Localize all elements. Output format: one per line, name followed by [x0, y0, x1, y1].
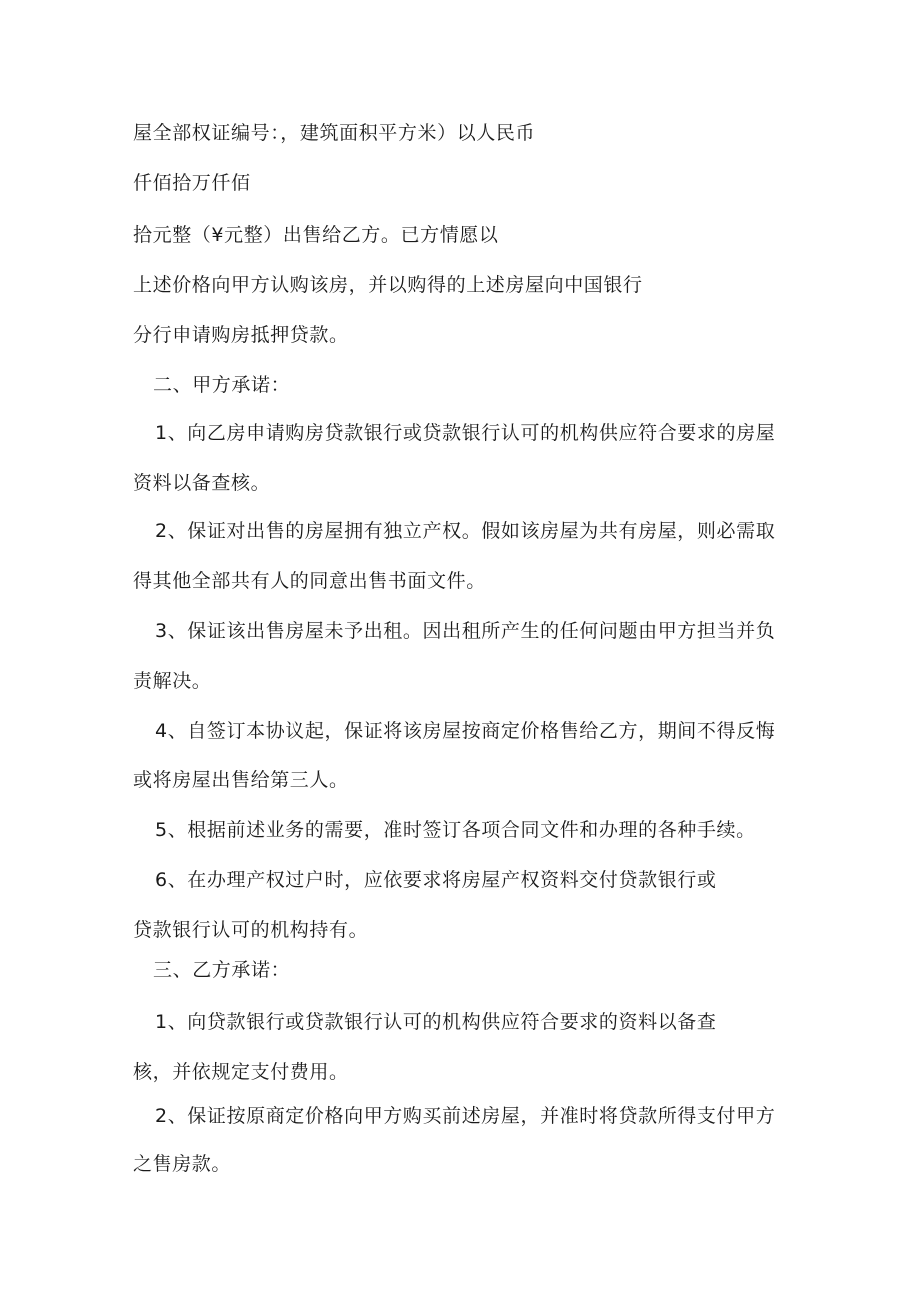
list-item: 2、保证对出售的房屋拥有独立产权。假如该房屋为共有房屋，则必需取	[155, 520, 776, 542]
list-item: 4、自签订本协议起，保证将该房屋按商定价格售给乙方，期间不得反悔	[155, 720, 776, 742]
text-line: 分行申请购房抵押贷款。	[133, 324, 349, 346]
text-line: 核，并依规定支付费用。	[133, 1061, 349, 1083]
list-item: 2、保证按原商定价格向甲方购买前述房屋，并准时将贷款所得支付甲方	[155, 1105, 776, 1127]
list-item: 6、在办理产权过户时，应依要求将房屋产权资料交付贷款银行或	[155, 869, 717, 891]
text-line: 屋全部权证编号：，建筑面积平方米）以人民币	[133, 122, 536, 144]
text-line: 之售房款。	[133, 1153, 232, 1175]
section-heading: 二、甲方承诺：	[153, 374, 291, 396]
list-item: 3、保证该出售房屋未予出租。因出租所产生的任何问题由甲方担当并负	[155, 620, 776, 642]
text-line: 责解决。	[133, 670, 212, 692]
text-line: 拾元整（¥元整）出售给乙方。已方情愿以	[133, 224, 499, 246]
section-heading: 三、乙方承诺：	[153, 959, 291, 981]
list-item: 1、向乙房申请购房贷款银行或贷款银行认可的机构供应符合要求的房屋	[155, 422, 776, 444]
text-line: 得其他全部共有人的同意出售书面文件。	[133, 570, 486, 592]
text-line: 仟佰拾万仟佰	[133, 172, 251, 194]
text-line: 上述价格向甲方认购该房，并以购得的上述房屋向中国银行	[133, 274, 643, 296]
text-line: 贷款银行认可的机构持有。	[133, 919, 369, 941]
text-line: 资料以备查核。	[133, 472, 271, 494]
text-line: 或将房屋出售给第三人。	[133, 769, 349, 791]
list-item: 1、向贷款银行或贷款银行认可的机构供应符合要求的资料以备查	[155, 1011, 717, 1033]
list-item: 5、根据前述业务的需要，准时签订各项合同文件和办理的各种手续。	[155, 819, 756, 841]
